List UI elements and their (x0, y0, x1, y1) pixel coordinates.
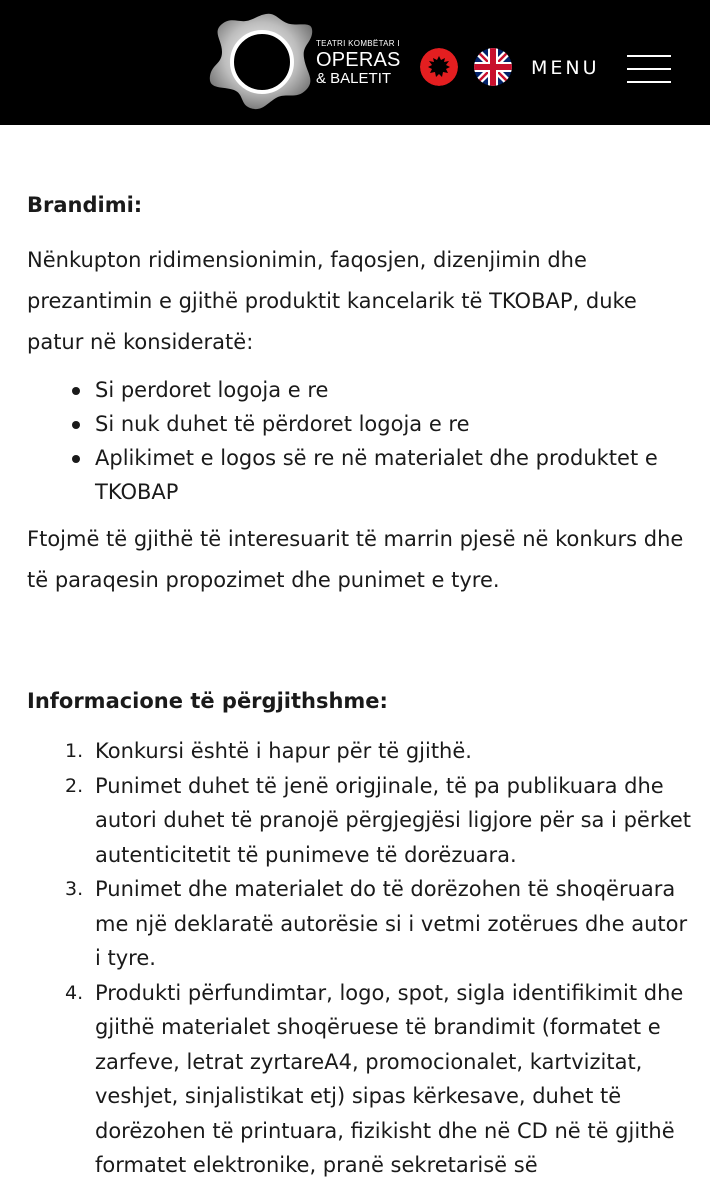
theatre-logo-icon[interactable] (206, 10, 316, 112)
bullet-list (27, 373, 697, 509)
list-number: 1. (65, 740, 84, 762)
list-item (65, 976, 697, 1183)
hamburger-menu-icon[interactable] (627, 55, 671, 83)
section-closing-paragraph: Ftojmë të gjithë të interesuarit të marrin pjesë në konkurs dhe të paraqesin propozimet dhe punimet e tyre. (27, 527, 684, 592)
spacer (27, 226, 697, 240)
list-item (65, 734, 697, 769)
site-header (0, 0, 710, 125)
hamburger-line (627, 81, 671, 83)
albania-flag-icon[interactable] (420, 48, 458, 86)
uk-flag-icon[interactable] (474, 48, 512, 86)
list-number: 2. (65, 774, 84, 797)
list-item: Si perdoret logoja e re (95, 373, 697, 407)
list-item-text: Konkursi është i hapur për të gjithë. (95, 739, 472, 763)
list-item: Aplikimet e logos së re në materialet dhe produktet e TKOBAP (95, 441, 697, 509)
hamburger-line (627, 55, 671, 57)
menu-label[interactable]: MENU (531, 57, 600, 79)
section-heading-brandimi: Brandimi: (27, 193, 143, 217)
logo-line-3: & BALETIT (316, 70, 392, 87)
list-number: 3. (65, 878, 84, 900)
spacer (27, 601, 697, 681)
list-item-text: Punimet duhet të jenë origjinale, të pa publikuara dhe autori duhet të pranojë përgjegjësi ligjore për sa i përket autenticitetit të punimeve të dorëzuara. (95, 773, 692, 867)
numbered-list (27, 734, 697, 1183)
article-content (27, 185, 697, 1183)
list-item (65, 872, 697, 976)
list-item: Si nuk duhet të përdoret logoja e re (95, 407, 697, 441)
list-item (65, 769, 697, 873)
list-item-text: Punimet dhe materialet do të dorëzohen të shoqëruara me një deklaratë autorësie si i vetmi zotërues dhe autor i tyre. (95, 877, 688, 970)
section-paragraph: Nënkupton ridimensionimin, faqosjen, dizenjimin dhe prezantimin e gjithë produktit kancelarik të TKOBAP, duke patur në konsideratë: (27, 248, 637, 354)
logo-wordmark[interactable] (316, 40, 401, 86)
logo-line-2: OPERAS (316, 49, 401, 71)
section-heading-informacione: Informacione të përgjithshme: (27, 689, 388, 713)
list-item-text: Produkti përfundimtar, logo, spot, sigla identifikimit dhe gjithë materialet shoqëruese të brandimit (formatet e zarfeve, letrat zyrtareA4, promocionalet, kartvizitat, veshjet, sinjalistikat etj) sipas kërkesave, duhet të dorëzohen të printuara, fizikisht dhe në CD në të gjithë formatet elektronike, pranë sekretarisë së (95, 980, 684, 1177)
logo-line-1: TEATRI KOMBËTAR I (316, 39, 400, 48)
hamburger-line (627, 68, 671, 70)
list-number: 4. (65, 981, 84, 1004)
